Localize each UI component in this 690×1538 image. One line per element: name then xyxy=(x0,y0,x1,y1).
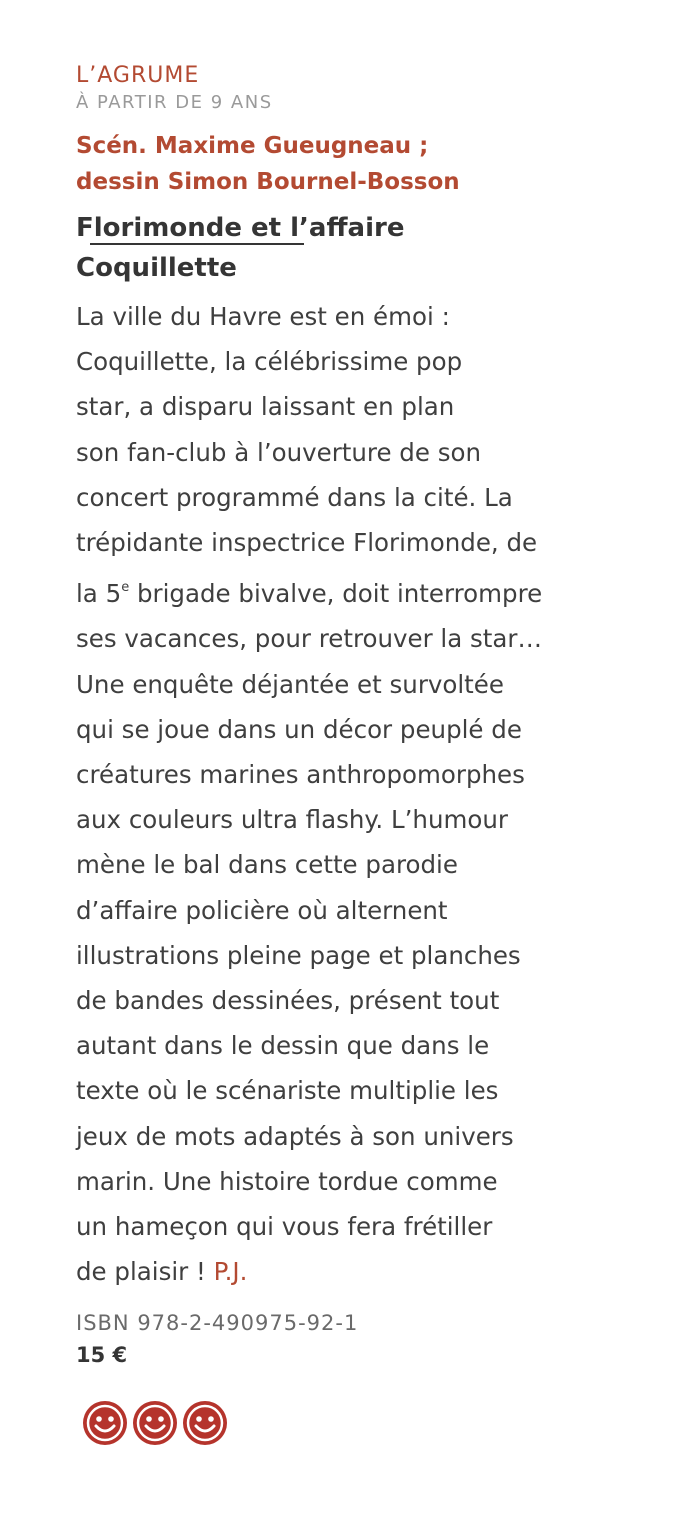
authors xyxy=(76,128,656,200)
isbn: ISBN 978-2-490975-92-1 xyxy=(76,1311,359,1336)
body-line-end: de plaisir ! xyxy=(76,1257,214,1287)
body-line: Coquillette, la célébrissime pop xyxy=(76,347,463,377)
publisher: L’AGRUME xyxy=(76,63,200,88)
body-line-post: brigade bivalve, doit interrompre xyxy=(129,579,543,609)
body-line: marin. Une histoire tordue comme xyxy=(76,1166,498,1196)
body-line: mène le bal dans cette parodie xyxy=(76,850,458,880)
ordinal-superscript: e xyxy=(121,580,130,596)
body-line: texte où le scénariste multiplie les xyxy=(76,1076,499,1106)
body-line: créatures marines anthropomorphes xyxy=(76,760,525,790)
price: 15 € xyxy=(76,1343,128,1368)
body-line: qui se joue dans un décor peuplé de xyxy=(76,714,522,744)
body-line: aux couleurs ultra flashy. L’humour xyxy=(76,805,508,835)
body-line xyxy=(76,565,656,616)
title-line-1: Florimonde et l’affaire xyxy=(76,213,405,243)
body-line: un hameçon qui vous fera frétiller xyxy=(76,1212,493,1242)
author-scenario: Scén. Maxime Gueugneau ; xyxy=(76,133,429,159)
title-line-2: Coquillette xyxy=(76,253,237,283)
book-review xyxy=(76,62,656,1446)
book-title xyxy=(76,208,656,288)
body-line: d’affaire policière où alternent xyxy=(76,895,448,925)
body-line: La ville du Havre est en émoi : xyxy=(76,302,450,331)
body-line: jeux de mots adaptés à son univers xyxy=(76,1121,514,1151)
reviewer-signature: P.J. xyxy=(213,1257,248,1287)
body-line: Une enquête déjantée et survoltée xyxy=(76,669,504,699)
rating xyxy=(82,1400,656,1446)
body-line: son fan-club à l’ouverture de son xyxy=(76,437,482,467)
body-line: trépidante inspectrice Florimonde, de xyxy=(76,528,538,558)
review-body xyxy=(76,294,656,1294)
body-line: ses vacances, pour retrouver la star… xyxy=(76,624,542,654)
smiley-icon xyxy=(182,1400,228,1446)
age-rating: À PARTIR DE 9 ANS xyxy=(76,92,273,113)
smiley-icon xyxy=(132,1400,178,1446)
smiley-icon xyxy=(82,1400,128,1446)
body-line-pre: la 5 xyxy=(76,579,122,609)
body-line: autant dans le dessin que dans le xyxy=(76,1031,490,1061)
body-line: star, a disparu laissant en plan xyxy=(76,392,455,422)
body-line: illustrations pleine page et planches xyxy=(76,940,521,970)
author-drawing: dessin Simon Bournel-Bosson xyxy=(76,169,460,195)
body-line: de bandes dessinées, présent tout xyxy=(76,986,500,1016)
body-line xyxy=(76,1249,656,1294)
title-underline xyxy=(90,243,304,245)
body-line: concert programmé dans la cité. La xyxy=(76,482,513,512)
